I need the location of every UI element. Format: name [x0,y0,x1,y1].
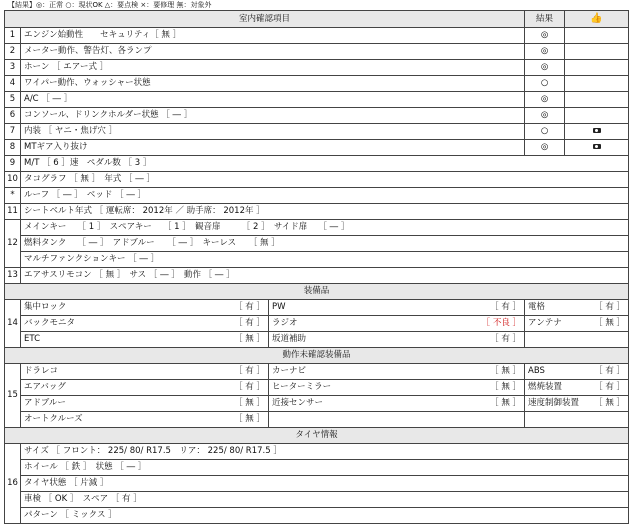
check-result: ◎ [525,44,565,60]
table-row [5,316,629,332]
inspection-sheet [4,0,636,520]
row-number: 9 [5,156,21,172]
equipment-item [21,316,269,332]
unconfirmed-equipment-item [525,396,629,412]
row-number: * [5,188,21,204]
tire-info-line: サイズ ［ フロント： 225/ 80/ R17.5 リア： 225/ 80/ R17.5 ］ [21,444,629,460]
row-number: 8 [5,140,21,156]
row-number: 7 [5,124,21,140]
item-label: 電格 [528,302,546,312]
check-result: ◎ [525,28,565,44]
table-row [5,92,629,108]
item-label: ドラレコ [24,366,59,376]
table-row [5,236,629,252]
check-item: MTギア入り抜け [21,140,525,156]
table-row [5,348,629,364]
unconfirmed-equipment-item [269,412,525,428]
row-number: 15 [5,364,21,428]
result-header: 結果 [525,11,565,28]
table-row [5,428,629,444]
row-number: 14 [5,300,21,348]
table-row [5,476,629,492]
camera-icon [593,128,601,133]
unconfirmed-equipment-item [525,364,629,380]
unconfirmed-equipment-item [269,364,525,380]
row-number: 3 [5,60,21,76]
result-legend: 【結果】◎：正常 ○：現状OK △：要点検 ×：要修理 無：対象外 [8,1,212,9]
check-item: エンジン始動性 セキュリティ［ 無 ］ [21,28,525,44]
unconfirmed-equipment-item [21,396,269,412]
table-row [5,492,629,508]
photo-cell [565,60,629,76]
photo-header [565,11,629,28]
tire-info-line: ホイール ［ 鉄 ］ 状態 ［ ― ］ [21,460,629,476]
equipment-item [269,316,525,332]
unconfirmed-equipment-item [525,412,629,428]
check-result: ◎ [525,92,565,108]
item-label: ABS [528,366,545,376]
row-number: 2 [5,44,21,60]
check-result: ◎ [525,108,565,124]
item-label: ヒーターミラー [272,382,332,392]
equipment-item [525,316,629,332]
table-row [5,268,629,284]
table-row [5,508,629,524]
photo-cell [565,28,629,44]
table-row [5,444,629,460]
item-value: ［ 無 ］ [490,398,522,408]
row-number: 6 [5,108,21,124]
spec-item: ルーフ ［ ― ］ ベッド ［ ― ］ [21,188,629,204]
row-number: 5 [5,92,21,108]
table-row [5,60,629,76]
row-number: 13 [5,268,21,284]
item-label: PW [272,302,286,312]
item-label: 速度制御装置 [528,398,580,408]
row-number: 1 [5,28,21,44]
item-value: ［ 不良 ］ [481,318,522,328]
table-row [5,332,629,348]
photo-cell [565,140,629,156]
item-label: 坂道補助 [272,334,307,344]
item-label: アドブルー [24,398,66,408]
key-info-line: 燃料タンク ［ ― ］ アドブルー ［ ― ］ キーレス ［ 無 ］ [21,236,629,252]
equipment-item [269,332,525,348]
check-result: ◎ [525,140,565,156]
table-row [5,220,629,236]
check-item: A/C ［ ― ］ [21,92,525,108]
equipment-item [525,332,629,348]
check-result: ◎ [525,60,565,76]
table-row [5,108,629,124]
item-value: ［ 有 ］ [490,334,522,344]
unconfirmed-equipment-item [269,380,525,396]
table-row [5,412,629,428]
table-row [5,172,629,188]
photo-cell [565,124,629,140]
unconfirmed-equipment-item [525,380,629,396]
item-label: バックモニタ [24,318,76,328]
photo-cell [565,44,629,60]
table-row [5,188,629,204]
check-result: ○ [525,124,565,140]
item-label: エアバッグ [24,382,66,392]
table-row [5,156,629,172]
table-row [5,28,629,44]
thumbs-up-icon: 👍 [590,13,603,24]
table-row [5,460,629,476]
unconfirmed-equipment-title: 動作未確認装備品 [5,348,629,364]
tire-section-title: タイヤ情報 [5,428,629,444]
item-value: ［ 無 ］ [234,334,265,344]
item-value: ［ 有 ］ [594,302,626,312]
item-value: ［ 無 ］ [234,398,265,408]
air-suspension-item: エアサスリモコン ［ 無 ］ サス ［ ― ］ 動作 ［ ― ］ [21,268,629,284]
item-value: ［ 無 ］ [490,366,522,376]
item-value: ［ 有 ］ [234,318,265,328]
equipment-item [21,300,269,316]
item-label: カーナビ [272,366,307,376]
item-label: ETC [24,334,40,344]
table-row [5,204,629,220]
row-number: 4 [5,76,21,92]
key-info-line: マルチファンクションキー ［ ― ］ [21,252,629,268]
tire-info-line: タイヤ状態 ［ 片減 ］ [21,476,629,492]
table-row [5,380,629,396]
item-value: ［ 有 ］ [594,382,626,392]
tire-info-line: パターン ［ ミックス ］ [21,508,629,524]
check-item: ホーン ［ エアー式 ］ [21,60,525,76]
photo-cell [565,76,629,92]
section-title-interior: 室内確認項目 [5,11,525,28]
spec-item: M/T ［ 6 ］速 ペダル数 ［ 3 ］ [21,156,629,172]
table-row [5,364,629,380]
row-number: 12 [5,220,21,268]
photo-cell [565,108,629,124]
item-value: ［ 有 ］ [234,382,265,392]
table-row [5,140,629,156]
check-item: メーター動作、警告灯、各ランプ [21,44,525,60]
check-item: ワイパー動作、ウォッシャー状態 [21,76,525,92]
table-row [5,124,629,140]
camera-icon [593,144,601,149]
row-number: 11 [5,204,21,220]
item-label: 燃焼装置 [528,382,563,392]
unconfirmed-equipment-item [269,396,525,412]
equipment-item [269,300,525,316]
check-result: ○ [525,76,565,92]
unconfirmed-equipment-item [21,380,269,396]
item-label: 集中ロック [24,302,67,312]
item-label: ラジオ [272,318,298,328]
item-value: ［ 有 ］ [594,366,626,376]
table-row [5,300,629,316]
item-value: ［ 無 ］ [490,382,522,392]
item-value: ［ 無 ］ [594,398,626,408]
tire-info-line: 車検 ［ OK ］ スペア ［ 有 ］ [21,492,629,508]
key-info-line: メインキー ［ 1 ］ スペアキー ［ 1 ］ 観音扉 ［ 2 ］ サイド扉 ［ ― ］ [21,220,629,236]
table-row [5,44,629,60]
item-value: ［ 有 ］ [234,302,265,312]
equipment-item [21,332,269,348]
table-row [5,284,629,300]
item-label: 近接センサー [272,398,324,408]
item-value: ［ 無 ］ [234,414,265,424]
equipment-item [525,300,629,316]
check-item: 内装 ［ ヤニ・焦げ穴 ］ [21,124,525,140]
row-number: 16 [5,444,21,524]
item-value: ［ 無 ］ [594,318,626,328]
spec-item: タコグラフ ［ 無 ］ 年式 ［ ― ］ [21,172,629,188]
equipment-title: 装備品 [5,284,629,300]
table-row [5,396,629,412]
item-value: ［ 有 ］ [490,302,522,312]
inspection-table [4,10,629,524]
spec-item: シートベルト年式 ［ 運転席： 2012年 ／ 助手席： 2012年 ］ [21,204,629,220]
unconfirmed-equipment-item [21,412,269,428]
unconfirmed-equipment-item [21,364,269,380]
item-label: アンテナ [528,318,562,328]
photo-cell [565,92,629,108]
item-label: オートクルーズ [24,414,83,424]
item-value: ［ 有 ］ [234,366,265,376]
row-number: 10 [5,172,21,188]
table-row [5,252,629,268]
table-row [5,76,629,92]
check-item: コンソール、ドリンクホルダー状態 ［ ― ］ [21,108,525,124]
